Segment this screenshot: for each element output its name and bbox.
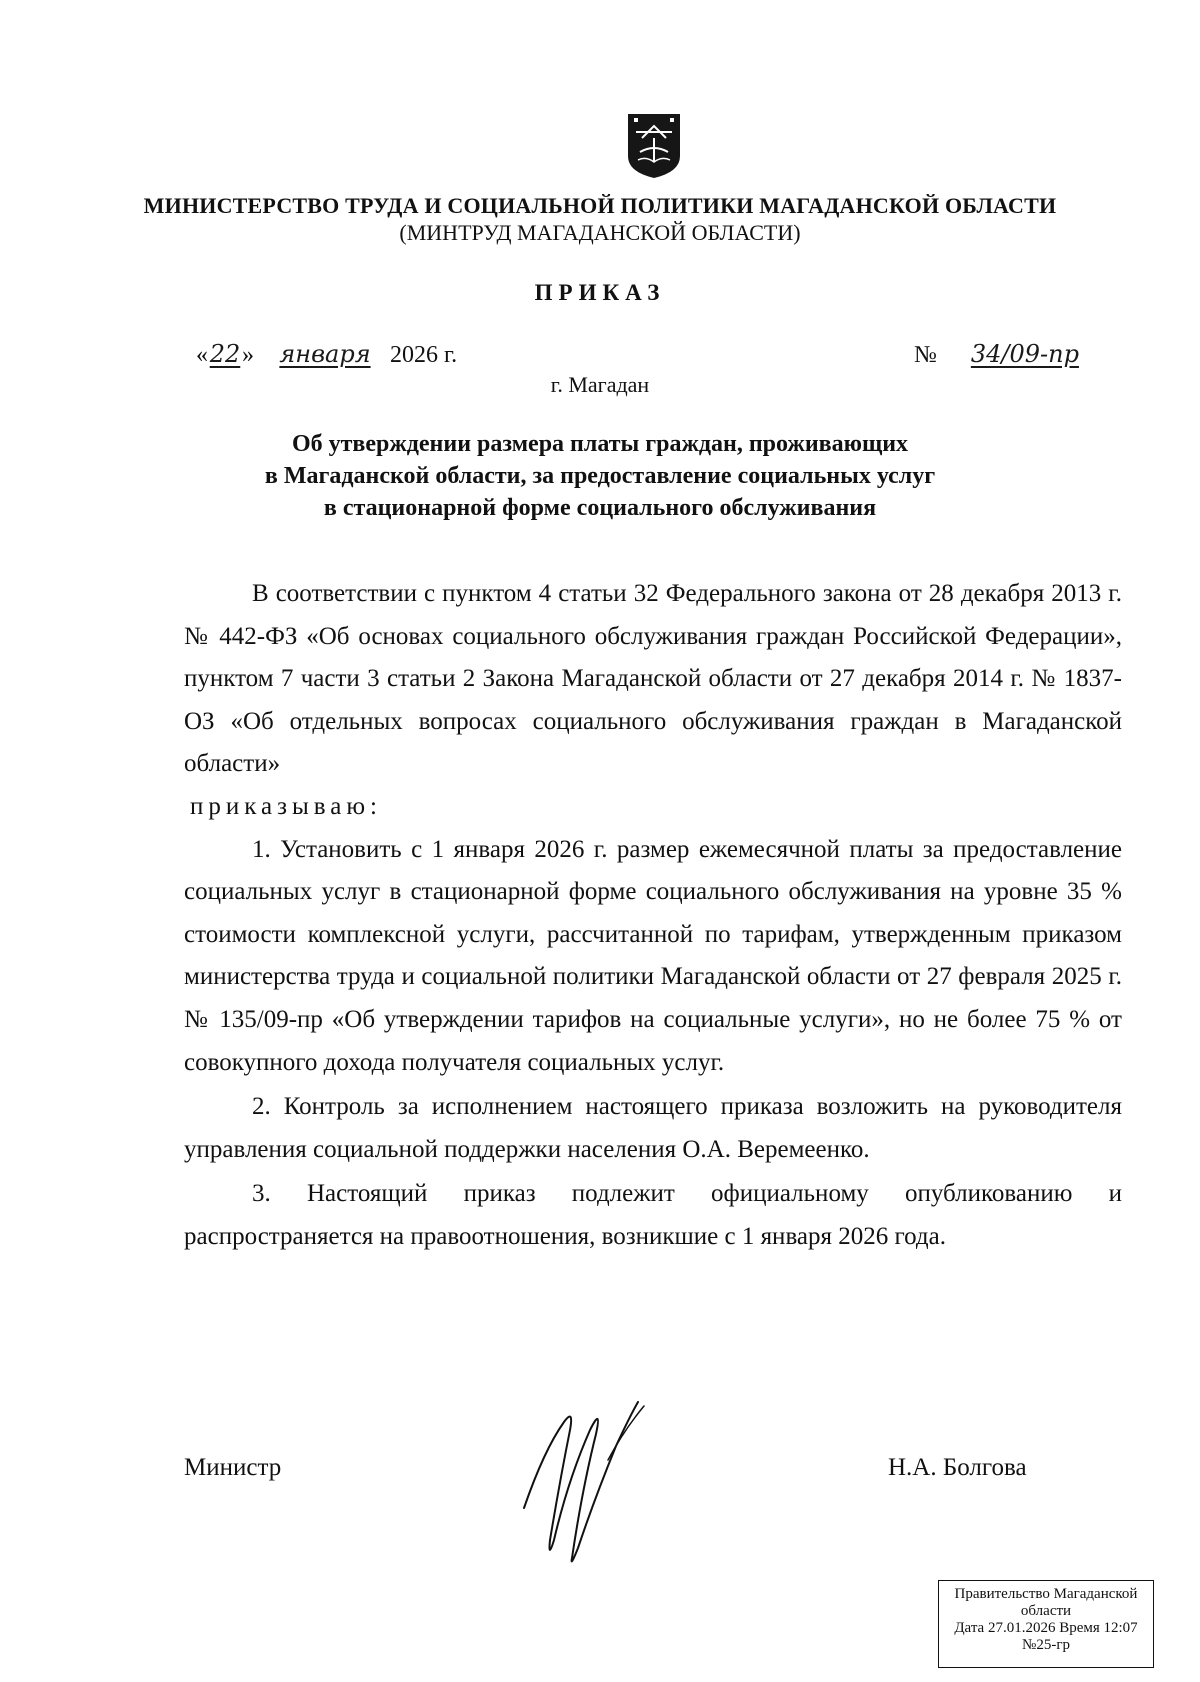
registration-stamp — [938, 1580, 1154, 1668]
order-item-1: 1. Установить с 1 января 2026 г. размер ежемесячной платы за предоставление социальных услуг в стационарной форме социального обслуживания на уровне 35 % стоимости комплексной услуги, рассчитанной по тарифам, утвержденным приказом министерства труда и социальной политики Магаданской области от 27 февраля 2025 г. № 135/09-пр «Об утверждении тарифов на социальные услуги», но не более 75 % от совокупного дохода получателя социальных услуг. — [184, 835, 1122, 1076]
organization-name: МИНИСТЕРСТВО ТРУДА И СОЦИАЛЬНОЙ ПОЛИТИКИ МАГАДАНСКОЙ ОБЛАСТИ — [143, 193, 1057, 218]
coat-of-arms-icon — [626, 112, 682, 180]
document-type: ПРИКАЗ — [534, 280, 666, 305]
stamp-line: Правительство Магаданской — [954, 1586, 1138, 1602]
quote-open: « — [196, 342, 208, 368]
order-word: приказываю: — [190, 792, 382, 820]
handwritten-signature — [520, 1390, 660, 1570]
stamp-line: №25-гр — [1022, 1637, 1070, 1653]
title-line: в стационарной форме социального обслуживания — [323, 495, 877, 521]
handwritten-day: 22 — [209, 340, 241, 368]
handwritten-month: января — [279, 340, 371, 368]
preamble-paragraph: В соответствии с пунктом 4 статьи 32 Федерального закона от 28 декабря 2013 г. № 442-ФЗ «Об основах социального обслуживания граждан Российской Федерации», пунктом 7 части 3 статьи 2 Закона Магаданской области от 27 декабря 2014 г. № 1837-ОЗ «Об отдельных вопросах социального обслуживания граждан в Магаданской области» — [184, 580, 1122, 778]
title-line: в Магаданской области, за предоставление социальных услуг — [264, 463, 936, 489]
year-suffix: 2026 г. — [390, 342, 458, 368]
document-body — [184, 573, 1122, 1259]
document-number — [914, 340, 1105, 369]
order-item-3: 3. Настоящий приказ подлежит официальному опубликованию и распространяется на правоотношения, возникшие с 1 января 2026 года. — [184, 1180, 1122, 1250]
number-label: № — [914, 342, 937, 368]
order-item-2: 2. Контроль за исполнением настоящего приказа возложить на руководителя управления социальной поддержки населения О.А. Веремеенко. — [184, 1093, 1122, 1163]
title-line: Об утверждении размера платы граждан, проживающих — [291, 431, 909, 457]
document-date — [196, 340, 457, 369]
handwritten-number: 34/09-пр — [970, 340, 1079, 368]
stamp-line: Дата 27.01.2026 Время 12:07 — [954, 1620, 1138, 1636]
city: г. Магадан — [550, 372, 650, 397]
organization-short-name: (МИНТРУД МАГАДАНСКОЙ ОБЛАСТИ) — [399, 220, 801, 245]
stamp-line: области — [1020, 1603, 1072, 1619]
quote-close: » — [242, 342, 254, 368]
signer-name: Н.А. Болгова — [888, 1454, 1027, 1481]
signer-position: Министр — [184, 1454, 282, 1481]
document-title — [170, 428, 1030, 524]
